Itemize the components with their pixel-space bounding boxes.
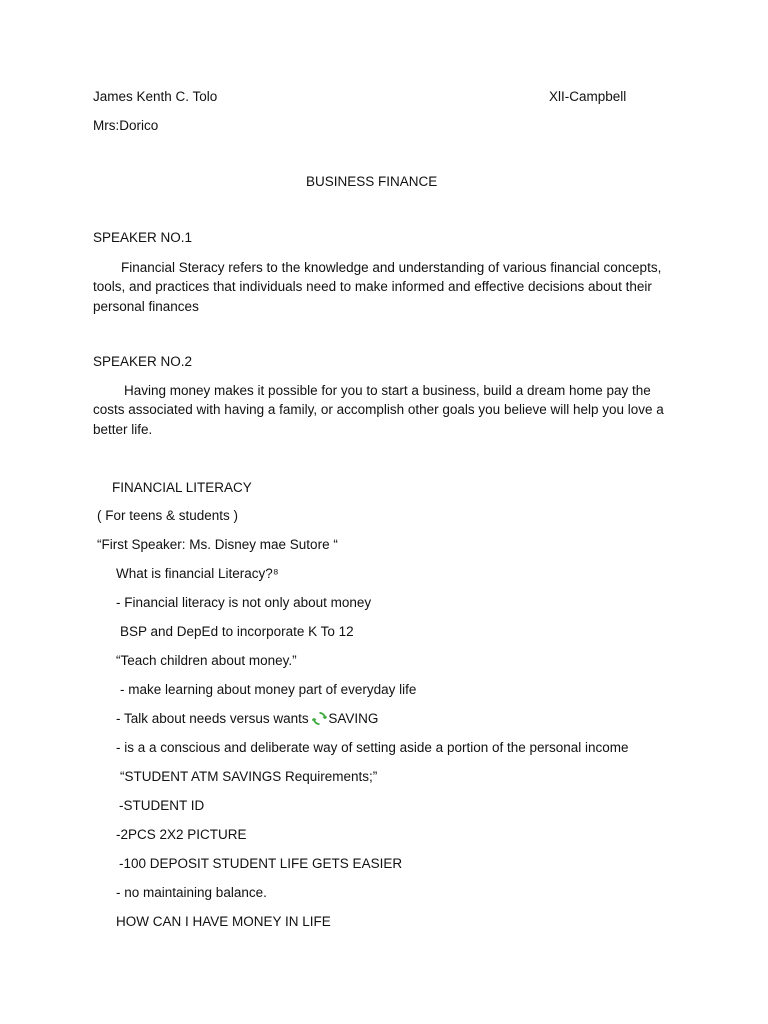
note-line: -100 DEPOSIT STUDENT LIFE GETS EASIER <box>119 856 403 871</box>
note-line: -STUDENT ID <box>119 798 205 813</box>
note-line: - no maintaining balance. <box>116 885 267 900</box>
section-name: XlI-Campbell <box>549 89 627 104</box>
speaker1-paragraph: Financial Steracy refers to the knowledge and understanding of various financial concepts, tools, and practices that individuals need to make informed and effective decisions about their personal finances <box>93 260 662 314</box>
saving-label: SAVING <box>328 711 379 726</box>
note-line: -2PCS 2X2 PICTURE <box>116 827 247 842</box>
notes-heading: FINANCIAL LITERACY <box>112 480 252 495</box>
note-line: BSP and DepEd to incorporate K To 12 <box>120 624 354 639</box>
note-line-saving <box>116 709 378 728</box>
note-line: HOW CAN I HAVE MONEY IN LIFE <box>116 914 331 929</box>
speaker2-paragraph: Having money makes it possible for you to start a business, build a dream home pay the costs associated with having a family, or accomplish other goals you believe will help you love a better life. <box>93 383 664 437</box>
question-line: What is financial Literacy?⁸ <box>116 566 279 581</box>
recycle-arrows-icon <box>312 711 327 726</box>
note-line: “STUDENT ATM SAVINGS Requirements;” <box>120 769 378 784</box>
speaker2-label: SPEAKER NO.2 <box>93 354 193 369</box>
note-line-text: - Talk about needs versus wants <box>116 711 313 726</box>
notes-subheading: ( For teens & students ) <box>97 508 239 523</box>
first-speaker-line: “First Speaker: Ms. Disney mae Sutore “ <box>97 537 338 552</box>
document-title: BUSINESS FINANCE <box>306 174 438 189</box>
note-line: “Teach children about money.” <box>116 653 297 668</box>
teacher-name: Mrs:Dorico <box>93 118 159 133</box>
note-line: - is a a conscious and deliberate way of setting aside a portion of the personal income <box>116 740 629 755</box>
note-line: - make learning about money part of everyday life <box>120 682 417 697</box>
speaker1-label: SPEAKER NO.1 <box>93 230 193 245</box>
note-line: - Financial literacy is not only about money <box>116 595 372 610</box>
student-name: James Kenth C. Tolo <box>93 89 218 104</box>
